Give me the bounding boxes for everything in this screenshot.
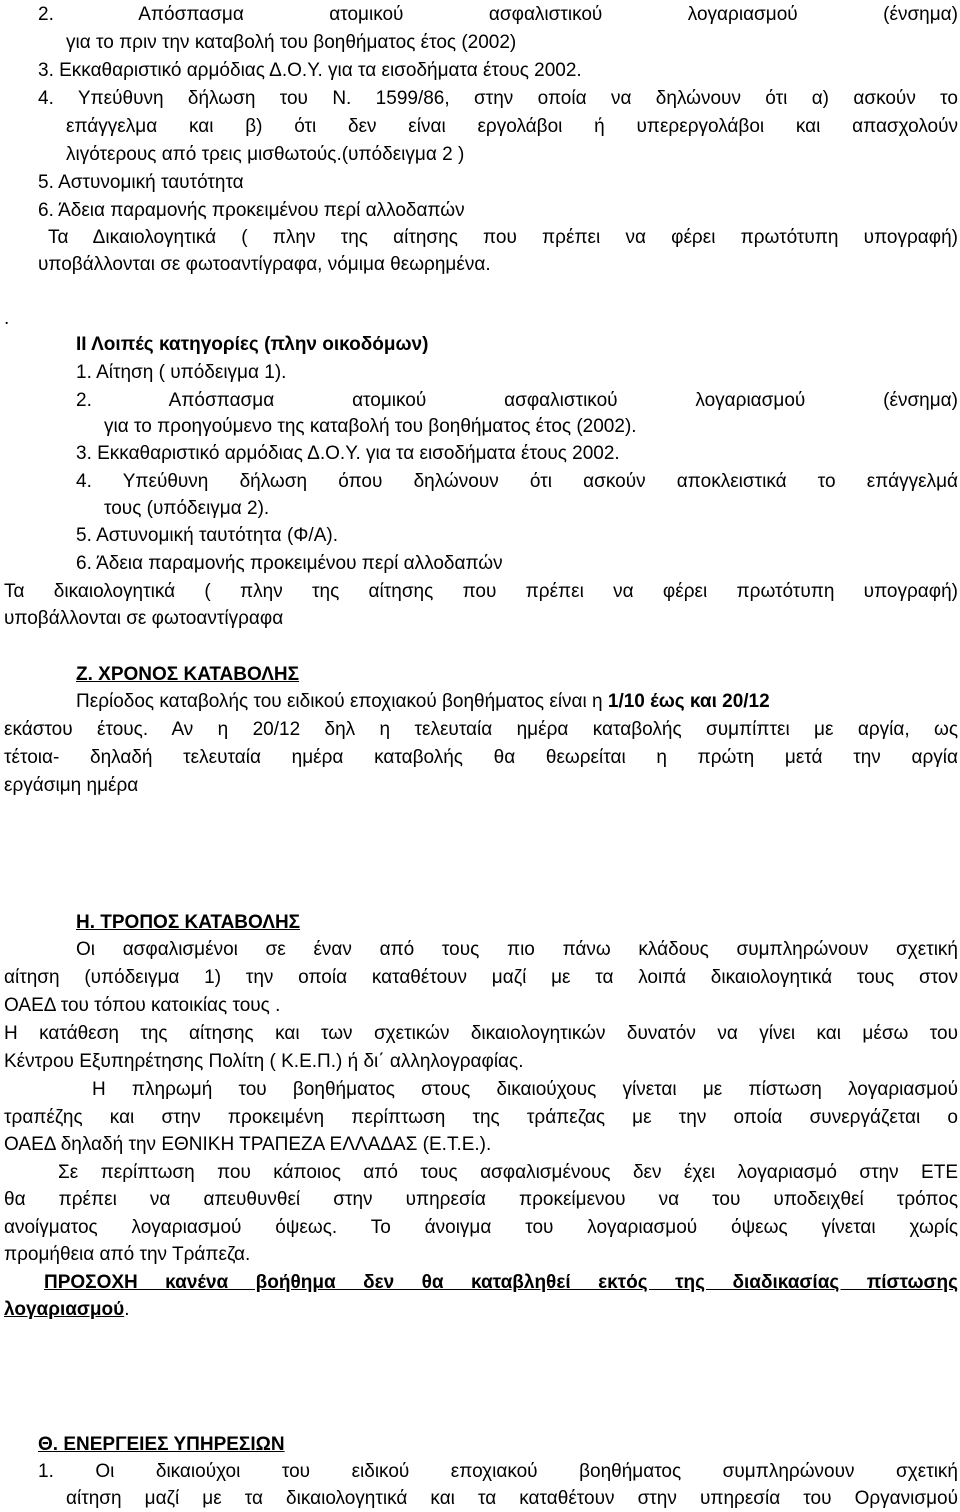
h-line-1: Οι ασφαλισμένοι σε έναν από τους πιο πάνω κλάδους συμπληρώνουν σχετική xyxy=(76,939,958,960)
h-warning-end: . xyxy=(124,1299,130,1320)
ii-item-5: 5. Αστυνομική ταυτότητα (Φ/Α). xyxy=(76,525,338,546)
f-item-5: 5. Αστυνομική ταυτότητα xyxy=(38,172,244,193)
f-item-4-cont: επάγγελμα και β) ότι δεν είναι εργολάβοι ή υπερεργολάβοι και απασχολούν xyxy=(66,116,958,137)
h-line-6: Η πληρωμή του βοηθήματος στους δικαιούχους γίνεται με πίστωση λογαριασμού xyxy=(92,1079,958,1100)
f-note-line2: υποβάλλονται σε φωτοαντίγραφα, νόμιμα θεωρημένα. xyxy=(38,254,491,275)
h-warning-line2 xyxy=(4,1297,958,1323)
ii-item-2: 2. Απόσπασμα ατομικού ασφαλιστικού λογαριασμού (ένσημα) xyxy=(76,390,958,411)
th-item-1-cont: αίτηση μαζί με τα δικαιολογητικά και τα καταθέτουν στην υπηρεσία του Οργανισμού xyxy=(66,1488,958,1509)
z-paragraph-line2: εκάστου έτους. Αν η 20/12 δηλ η τελευταία ημέρα καταβολής συμπίπτει με αργία, ως xyxy=(4,719,958,740)
f-item-6: 6. Άδεια παραμονής προκειμένου περί αλλοδαπών xyxy=(38,200,465,221)
h-line-3: ΟΑΕΔ του τόπου κατοικίας τους . xyxy=(4,995,281,1016)
ii-note-line2: υποβάλλονται σε φωτοαντίγραφα xyxy=(4,608,284,629)
ii-item-1: 1. Αίτηση ( υπόδειγμα 1). xyxy=(76,362,287,383)
h-line-10: θα πρέπει να απευθυνθεί στην υπηρεσία προκείμενου να του υποδειχθεί τρόπος xyxy=(4,1189,958,1210)
section-z-heading: Ζ. ΧΡΟΝΟΣ ΚΑΤΑΒΟΛΗΣ xyxy=(76,664,300,685)
h-line-5: Κέντρου Εξυπηρέτησης Πολίτη ( Κ.Ε.Π.) ή δι΄ αλληλογραφίας. xyxy=(4,1051,524,1072)
section-th-heading: Θ. ΕΝΕΡΓΕΙΕΣ ΥΠΗΡΕΣΙΩΝ xyxy=(38,1434,285,1455)
z-period-text: Περίοδος καταβολής του ειδικού εποχιακού βοηθήματος είναι η xyxy=(76,691,608,712)
section-ii-heading: ΙΙ Λοιπές κατηγορίες (πλην οικοδόμων) xyxy=(76,334,429,355)
h-warning-word: λογαριασμού xyxy=(4,1299,125,1320)
h-line-4: Η κατάθεση της αίτησης και των σχετικών δικαιολογητικών δυνατόν να γίνει και μέσω του xyxy=(4,1023,958,1044)
th-item-1: 1. Οι δικαιούχοι του ειδικού εποχιακού βοηθήματος συμπληρώνουν σχετική xyxy=(38,1461,958,1482)
ii-item-3: 3. Εκκαθαριστικό αρμόδιας Δ.Ο.Υ. για τα εισοδήματα έτους 2002. xyxy=(76,443,620,464)
stray-dot: . xyxy=(4,308,10,329)
ii-note-line1: Τα δικαιολογητικά ( πλην της αίτησης που πρέπει να φέρει πρωτότυπη υπογραφή) xyxy=(4,581,958,602)
h-line-2: αίτηση (υπόδειγμα 1) την οποία καταθέτουν μαζί με τα λοιπά δικαιολογητικά τους στον xyxy=(4,967,958,988)
f-item-3: 3. Εκκαθαριστικό αρμόδιας Δ.Ο.Υ. για τα εισοδήματα έτους 2002. xyxy=(38,60,582,81)
f-item-4: 4. Υπεύθυνη δήλωση του Ν. 1599/86, στην οποία να δηλώνουν ότι α) ασκούν το xyxy=(38,88,958,109)
h-line-8: ΟΑΕΔ δηλαδή την ΕΘΝΙΚΗ ΤΡΑΠΕΖΑ ΕΛΛΑΔΑΣ (Ε.Τ.Ε.). xyxy=(4,1134,492,1155)
f-item-2-cont: για το πριν την καταβολή του βοηθήματος έτος (2002) xyxy=(66,32,517,53)
ii-item-4: 4. Υπεύθυνη δήλωση όπου δηλώνουν ότι ασκούν αποκλειστικά το επάγγελμά xyxy=(76,471,958,492)
ii-item-2-cont: για το προηγούμενο της καταβολή του βοηθήματος έτος (2002). xyxy=(104,416,637,437)
h-line-9: Σε περίπτωση που κάποιος από τους ασφαλισμένους δεν έχει λογαριασμό στην ΕΤΕ xyxy=(58,1162,958,1183)
z-paragraph-line3: τέτοια- δηλαδή τελευταία ημέρα καταβολής θα θεωρείται η πρώτη μετά την αργία xyxy=(4,747,958,768)
ii-item-4-cont: τους (υπόδειγμα 2). xyxy=(104,498,270,519)
f-note-line1: Τα Δικαιολογητικά ( πλην της αίτησης που πρέπει να φέρει πρωτότυπη υπογραφή) xyxy=(48,227,958,248)
h-line-12: προμήθεια από την Τράπεζα. xyxy=(4,1244,251,1265)
h-line-7: τραπέζης και στην προκειμένη περίπτωση της τράπεζας με την οποία συνεργάζεται ο xyxy=(4,1107,958,1128)
z-period-dates: 1/10 έως και 20/12 xyxy=(607,691,770,712)
z-paragraph-line4: εργάσιμη ημέρα xyxy=(4,775,139,796)
f-item-4-cont2: λιγότερους από τρεις μισθωτούς.(υπόδειγμα 2 ) xyxy=(66,144,465,165)
section-h-heading: Η. ΤΡΟΠΟΣ ΚΑΤΑΒΟΛΗΣ xyxy=(76,912,301,933)
h-line-11: ανοίγματος λογαριασμού όψεως. Το άνοιγμα του λογαριασμού όψεως γίνεται χωρίς xyxy=(4,1217,958,1238)
ii-item-6: 6. Άδεια παραμονής προκειμένου περί αλλοδαπών xyxy=(76,553,503,574)
z-paragraph-line1 xyxy=(76,689,958,715)
f-item-2: 2. Απόσπασμα ατομικού ασφαλιστικού λογαριασμού (ένσημα) xyxy=(38,4,958,25)
h-warning-line1: ΠΡΟΣΟΧΗ κανένα βοήθημα δεν θα καταβληθεί εκτός της διαδικασίας πίστωσης xyxy=(44,1272,958,1293)
